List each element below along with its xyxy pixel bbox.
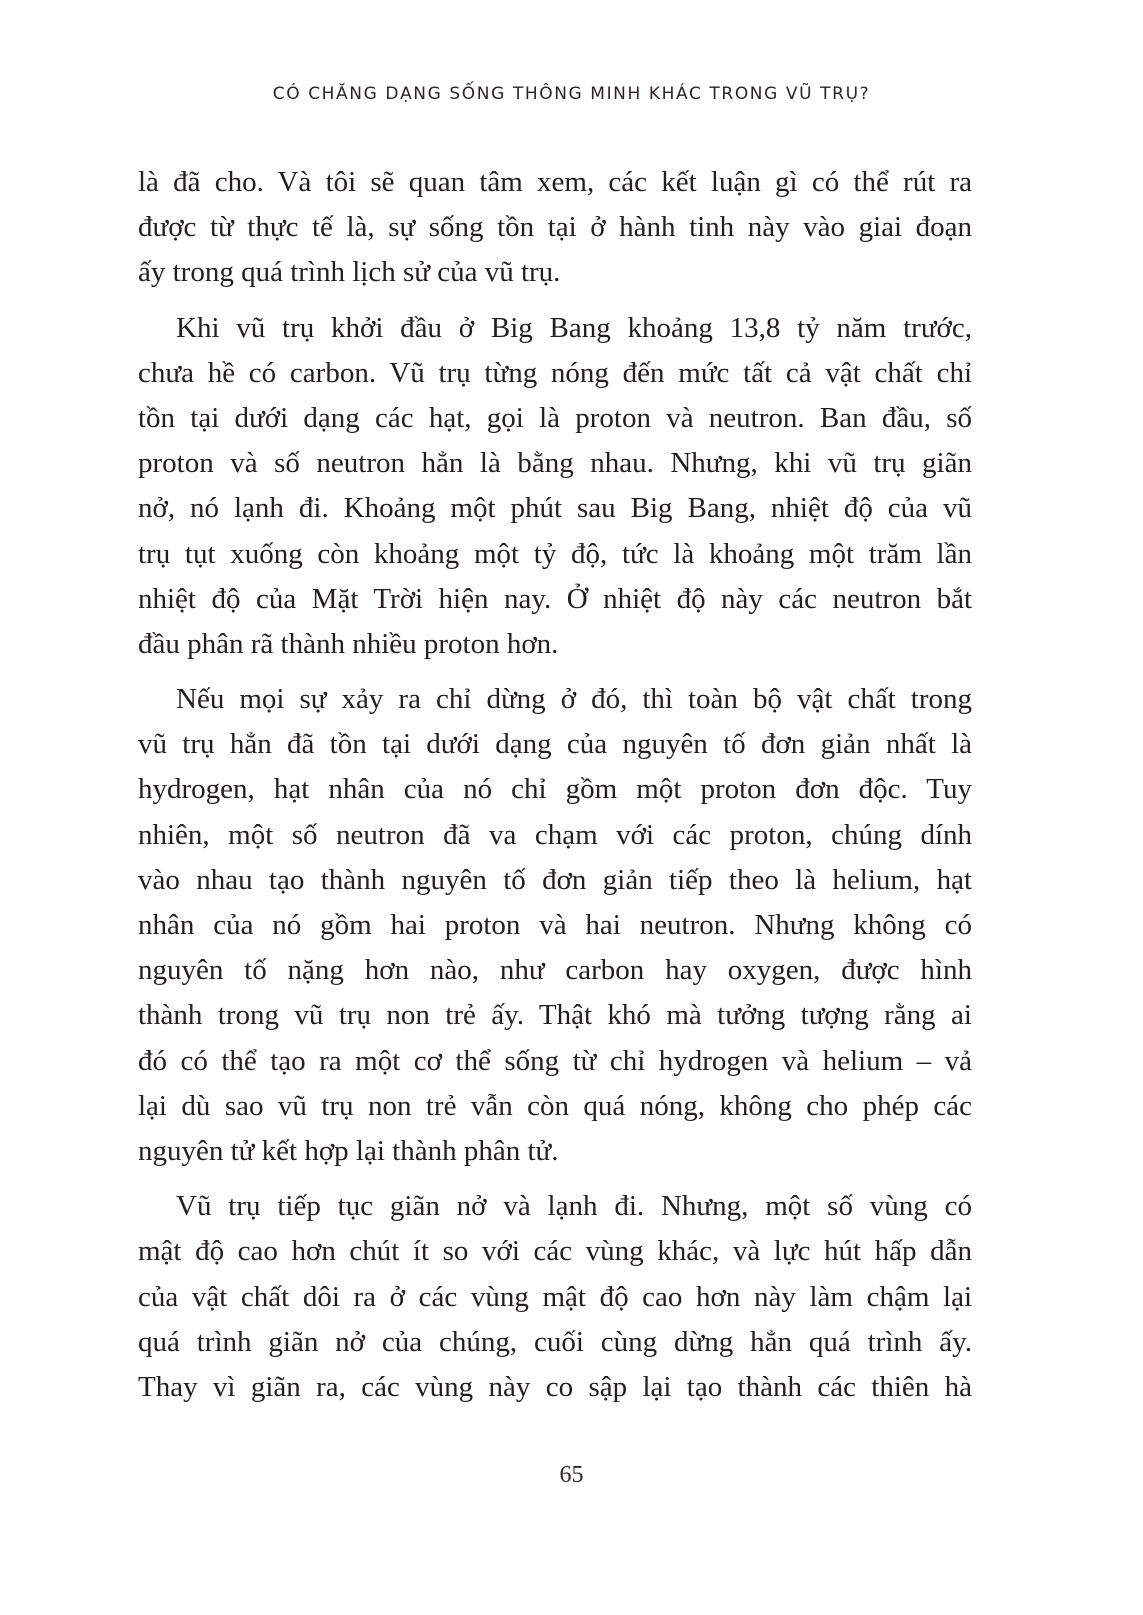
text-line: proton và số neutron hẳn là bằng nhau. Nhưng, khi vũ trụ giãn (138, 447, 972, 480)
text-line: Vũ trụ tiếp tục giãn nở và lạnh đi. Nhưng, một số vùng có (176, 1190, 972, 1223)
text-line: nhiên, một số neutron đã va chạm với các proton, chúng dính (138, 818, 972, 851)
text-line: quá trình giãn nở của chúng, cuối cùng dừng hẳn quá trình ấy. (138, 1325, 972, 1358)
text-line: trụ tụt xuống còn khoảng một tỷ độ, tức là khoảng một trăm lần (138, 537, 972, 570)
text-line: Thay vì giãn ra, các vùng này co sập lại tạo thành các thiên hà (138, 1370, 972, 1403)
body-text (138, 160, 972, 1420)
text-line: mật độ cao hơn chút ít so với các vùng khác, và lực hút hấp dẫn (138, 1235, 972, 1268)
running-header: CÓ CHĂNG DẠNG SỐNG THÔNG MINH KHÁC TRONG VŨ TRỤ? (272, 84, 871, 104)
text-line: hydrogen, hạt nhân của nó chỉ gồm một proton đơn độc. Tuy (138, 773, 972, 806)
text-line: nhiệt độ của Mặt Trời hiện nay. Ở nhiệt độ này các neutron bắt (138, 582, 972, 615)
text-line: được từ thực tế là, sự sống tồn tại ở hành tinh này vào giai đoạn (138, 211, 972, 244)
paragraph (138, 160, 972, 296)
paragraph (138, 677, 972, 1174)
page-number: 65 (559, 1462, 584, 1488)
text-line: lại dù sao vũ trụ non trẻ vẫn còn quá nóng, không cho phép các (138, 1089, 972, 1122)
paragraph (138, 1184, 972, 1410)
text-line: là đã cho. Và tôi sẽ quan tâm xem, các kết luận gì có thể rút ra (138, 166, 972, 198)
text-line: nhân của nó gồm hai proton và hai neutron. Nhưng không có (138, 909, 972, 941)
text-line: vào nhau tạo thành nguyên tố đơn giản tiếp theo là helium, hạt (138, 863, 972, 896)
text-line: nở, nó lạnh đi. Khoảng một phút sau Big Bang, nhiệt độ của vũ (138, 492, 972, 525)
text-line: nguyên tử kết hợp lại thành phân tử. (138, 1134, 559, 1167)
text-line: thành trong vũ trụ non trẻ ấy. Thật khó mà tưởng tượng rằng ai (138, 999, 972, 1032)
paragraph (138, 306, 972, 668)
text-line: tồn tại dưới dạng các hạt, gọi là proton và neutron. Ban đầu, số (138, 401, 972, 434)
text-line: ấy trong quá trình lịch sử của vũ trụ. (138, 256, 561, 289)
text-line: nguyên tố nặng hơn nào, như carbon hay oxygen, được hình (138, 954, 972, 987)
text-line: chưa hề có carbon. Vũ trụ từng nóng đến mức tất cả vật chất chỉ (138, 356, 972, 389)
text-line: đầu phân rã thành nhiều proton hơn. (138, 627, 559, 660)
text-line: vũ trụ hẳn đã tồn tại dưới dạng của nguyên tố đơn giản nhất là (138, 728, 972, 761)
text-line: Khi vũ trụ khởi đầu ở Big Bang khoảng 13,8 tỷ năm trước, (176, 311, 972, 344)
text-line: của vật chất dôi ra ở các vùng mật độ cao hơn này làm chậm lại (138, 1280, 972, 1313)
text-line: đó có thể tạo ra một cơ thể sống từ chỉ hydrogen và helium – vả (138, 1044, 972, 1077)
text-line: Nếu mọi sự xảy ra chỉ dừng ở đó, thì toàn bộ vật chất trong (176, 683, 972, 716)
